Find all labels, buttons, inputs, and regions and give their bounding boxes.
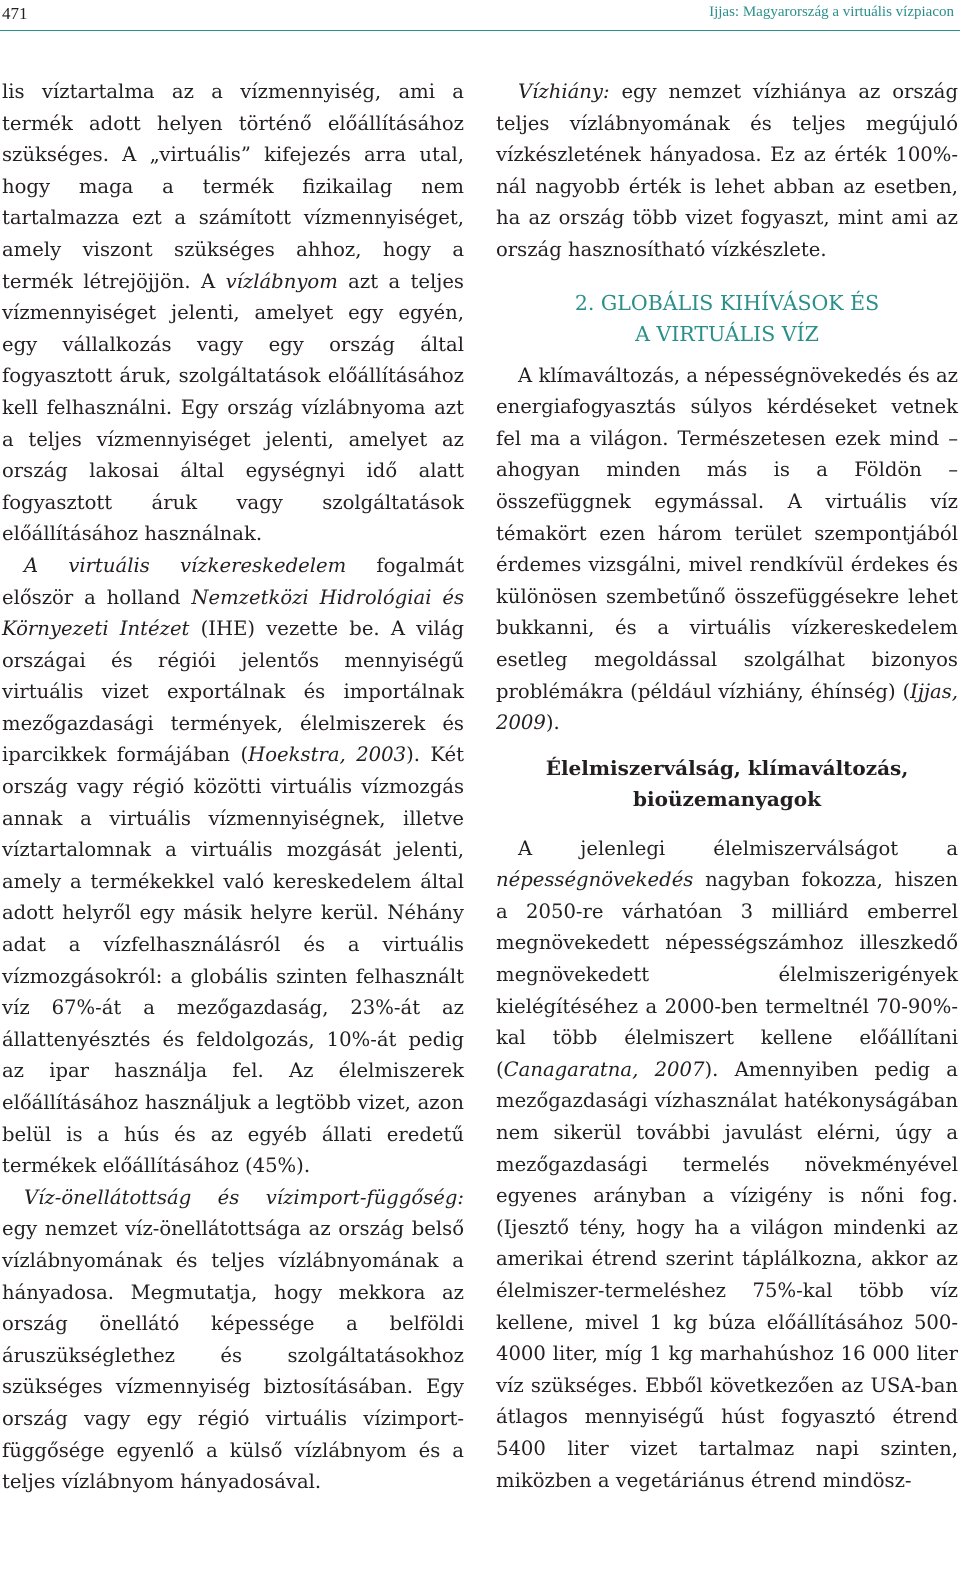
subsection-heading: Élelmiszerválság, klímaváltozás, bioüzemanyagok <box>545 755 909 811</box>
term-self-sufficiency: Víz-önellátottság és vízimport-függőség: <box>24 1185 464 1209</box>
paragraph-self-sufficiency: Víz-önellátottság és vízimport-függőség: egy nemzet víz-önellátottsága az ország belső vízlábnyomának és teljes vízlábnyomának a hányadosa. Megmutatja, hogy mekkora az ország önellátó képessége a belföldi áruszükséglethez és szolgáltatásokhoz szükséges vízmennyiség biztosításában. Egy ország vagy egy régió virtuális vízimport-függősége egyenlő a külső vízlábnyom és a teljes vízlábnyom hányadosával. <box>2 1185 464 1494</box>
term-water-scarcity: Vízhiány: <box>518 80 610 103</box>
term-water-footprint: vízlábnyom <box>225 269 338 293</box>
running-head: Ijjas: Magyarország a virtuális vízpiacon <box>709 4 954 20</box>
left-column <box>2 76 464 1498</box>
citation-hoekstra: Hoekstra, 2003 <box>248 743 407 767</box>
citation-ijjas: Ijjas, 2009 <box>496 679 958 735</box>
term-virtual-water-trade: A virtuális vízkereskedelem <box>24 553 347 577</box>
term-population-growth: népességnövekedés <box>496 868 694 892</box>
paragraph-food-crisis: A jelenlegi élelmiszerválságot a népességnövekedés nagyban fokozza, hiszen a 2050-re várhatóan 3 milliárd emberrel megnövekedett népességszámhoz illeszkedő megnövekedett élelmiszerigények kielégítéséhez a 2000-ben termeltnél 70-90%-kal több élelmiszert kellene előállítani (Canagaratna, 2007). Amennyiben pedig a mezőgazdasági vízhasználat hatékonyságában nem sikerül további javulást elérni, úgy a mezőgazdasági termelés növekményével egyenes arányban a vízigény is nőni fog. (Ijesztő tény, hogy ha a világon mindenki az amerikai étrend szerint táplálkozna, akkor az élelmiszer-termeléshez 75%-kal több víz kellene, mivel 1 kg búza előállításához 500-4000 liter, míg 1 kg marhahúshoz 16 000 liter víz szükséges. Ebből következően az USA-ban átlagos mennyiségű húst fogyasztó étrend 5400 liter vizet tartalmaz napi szinten, miközben a vegetáriánus étrend mindösz- <box>496 836 958 1492</box>
section-heading: 2. GLOBÁLIS KIHÍVÁSOK ÉS A VIRTUÁLIS VÍZ <box>574 290 880 346</box>
citation-canagaratna: Canagaratna, 2007 <box>503 1057 705 1081</box>
page-header <box>0 0 960 30</box>
header-rule <box>0 30 960 31</box>
paragraph-virtual-water-definition: lis víztartalma az a vízmennyiség, ami a termék adott helyen történő előállításához szükséges. A „virtuális” kifejezés arra utal, hogy maga a termék fizikailag nem tartalmazza ezt a számított vízmennyiséget, amely viszont szükséges ahhoz, hogy a termék létrejöjjön. A vízlábnyom azt a teljes vízmennyiséget jelenti, amelyet egy egyén, egy vállalkozás vagy egy ország által fogyasztott áruk, szolgáltatások előállításához kell felhasználni. Egy ország vízlábnyoma azt a teljes vízmennyiséget jelenti, amelyet az ország lakosai által egységnyi idő alatt fogyasztott áruk vagy szolgáltatások előállításához használnak. <box>2 80 464 546</box>
paragraph-virtual-water-trade: A virtuális vízkereskedelem fogalmát először a holland Nemzetközi Hidrológiai és Környezeti Intézet (IHE) vezette be. A világ országai és régiói jelentős mennyiségű virtuális vizet exportálnak és importálnak mezőgazdasági termények, élelmiszerek és iparcikkek formájában (Hoekstra, 2003). Két ország vagy régió közötti virtuális vízmozgás annak a virtuális vízmennyiségnek, illetve víztartalomnak a virtuális mozgását jelenti, amely a termékekkel való kereskedelem által adott helyről egy másik helyre kerül. Néhány adat a vízfelhasználásról és a virtuális vízmozgásokról: a globális szinten felhasznált víz 67%-át a mezőgazdaság, 23%-át az állattenyésztés és feldolgozás, 10%-át pedig az ipar használja fel. Az élelmiszerek előállításához használjuk a legtöbb vizet, azon belül is a hús és az egyéb állati eredetű termékek előállításához (45%). <box>2 553 465 1178</box>
paragraph-water-scarcity: Vízhiány: egy nemzet vízhiánya az ország teljes vízlábnyomának és teljes megújuló vízkészletének hányadosa. Ez az érték 100%-nál nagyobb érték is lehet abban az esetben, ha az ország több vizet fogyaszt, mint ami az ország hasznosítható vízkészlete. <box>496 80 958 261</box>
right-column <box>496 76 958 1496</box>
paragraph-global-challenges: A klímaváltozás, a népességnövekedés és az energiafogyasztás súlyos kérdéseket vetnek fel ma a világon. Természetesen ezek mind – ahogyan minden más is a Földön – összefüggnek egymással. A virtuális víz témakört ezen három terület szempontjából érdemes vizsgálni, mivel rendkívül érdekes és különösen szembetűnő összefüggésekre lehet bukkanni, és a virtuális vízkereskedelem esetleg megoldással szolgálhat bizonyos problémákra (például vízhiány, éhínség) (Ijjas, 2009). <box>496 363 958 735</box>
term-ihe-institute: Nemzetközi Hidrológiai és Környezeti Intézet <box>2 585 464 641</box>
page-number: 471 <box>2 4 28 23</box>
